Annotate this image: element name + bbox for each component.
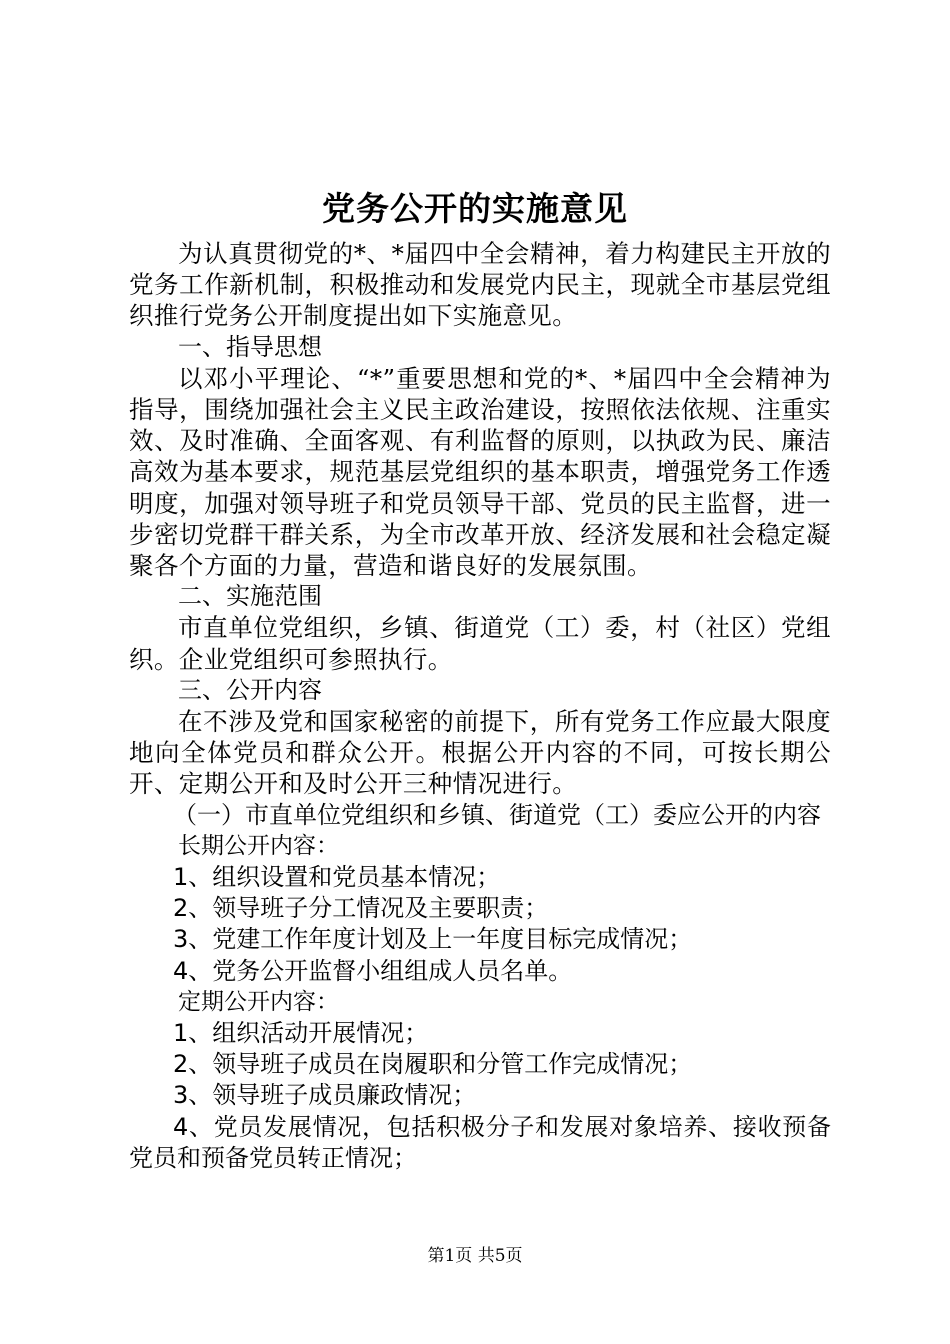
list-item: 3、党建工作年度计划及上一年度目标完成情况； <box>173 925 693 954</box>
document-body <box>129 238 831 1174</box>
list-item: 4、党务公开监督小组组成人员名单。 <box>173 956 573 985</box>
long-term-label: 长期公开内容： <box>178 832 339 859</box>
list-item: 2、领导班子成员在岗履职和分管工作完成情况； <box>173 1050 693 1079</box>
periodic-label: 定期公开内容： <box>178 988 339 1015</box>
section-heading-content: 三、公开内容 <box>178 675 322 704</box>
section-text-scope: 市直单位党组织，乡镇、街道党（工）委，村（社区）党组织。企业党组织可参照执行。 <box>129 613 831 674</box>
document-title: 党务公开的实施意见 <box>322 189 628 228</box>
list-item: 1、组织设置和党员基本情况； <box>173 863 501 892</box>
section-heading-scope: 二、实施范围 <box>178 582 322 611</box>
section-heading-guiding-ideology: 一、指导思想 <box>178 332 322 361</box>
section-text-content: 在不涉及党和国家秘密的前提下，所有党务工作应最大限度地向全体党员和群众公开。根据公开内容的不同，可按长期公开、定期公开和及时公开三种情况进行。 <box>129 707 831 799</box>
section-text-guiding-ideology: 以邓小平理论、“*”重要思想和党的*、*届四中全会精神为指导，围绕加强社会主义民主政治建设，按照依法依规、注重实效、及时准确、全面客观、有利监督的原则，以执政为民、廉洁高效为基本要求，规范基层党组织的基本职责，增强党务工作透明度，加强对领导班子和党员领导干部、党员的民主监督，进一步密切党群干群关系，为全市改革开放、经济发展和社会稳定凝聚各个方面的力量，营造和谐良好的发展氛围。 <box>129 363 831 581</box>
list-item: 3、领导班子成员廉政情况； <box>173 1081 477 1110</box>
page-number-footer: 第1页 共5页 <box>427 1246 523 1266</box>
list-item: 1、组织活动开展情况； <box>173 1019 429 1048</box>
intro-paragraph: 为认真贯彻党的*、*届四中全会精神，着力构建民主开放的党务工作新机制，积极推动和发展党内民主，现就全市基层党组织推行党务公开制度提出如下实施意见。 <box>129 239 831 331</box>
subsection-heading: （一）市直单位党组织和乡镇、街道党（工）委应公开的内容 <box>173 800 821 829</box>
list-item: 2、领导班子分工情况及主要职责； <box>173 894 549 923</box>
list-item: 4、党员发展情况，包括积极分子和发展对象培养、接收预备党员和预备党员转正情况； <box>129 1112 831 1172</box>
